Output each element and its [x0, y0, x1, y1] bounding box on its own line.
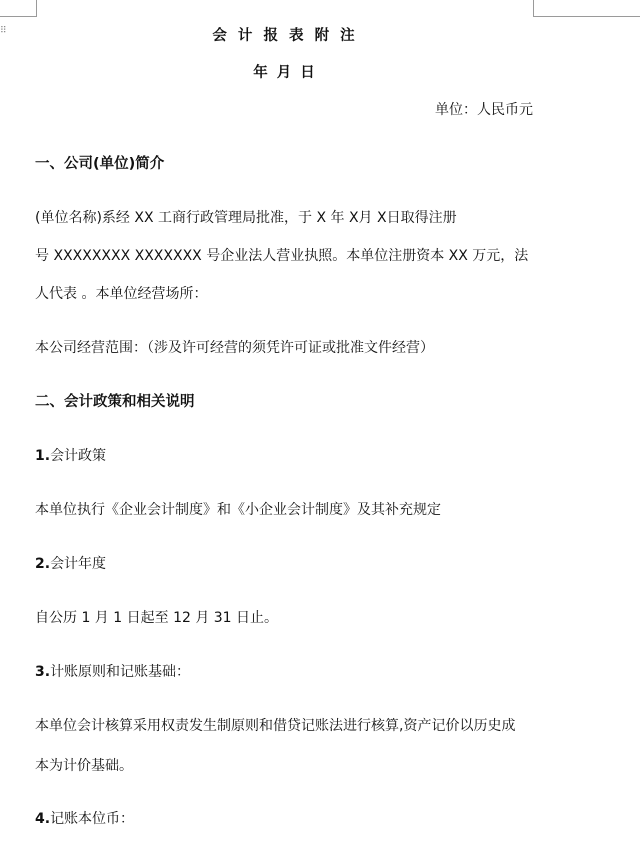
- section-heading-accounting-policies: 二、会计政策和相关说明: [35, 394, 195, 410]
- report-title: 会 计 报 表 附 注: [212, 28, 358, 44]
- item-text-accounting-basis-line: 本为计价基础。: [35, 758, 133, 774]
- item-title: 记账本位币：: [50, 811, 135, 827]
- item-heading-accounting-basis: [35, 663, 190, 681]
- item-number: 2.: [35, 556, 51, 572]
- item-title: 会计年度: [50, 556, 107, 572]
- section-heading-company-intro: 一、公司(单位)简介: [35, 156, 165, 172]
- item-heading-accounting-policy: [35, 447, 106, 465]
- left-margin-corner-mark: [0, 0, 37, 17]
- item-number: 1.: [35, 448, 51, 464]
- currency-unit: 单位：人民币元: [435, 102, 533, 118]
- item-text-accounting-basis-line: 本单位会计核算采用权责发生制原则和借贷记账法进行核算,资产记价以历史成: [35, 718, 516, 734]
- drag-handle-icon[interactable]: ⠿: [0, 26, 8, 36]
- item-heading-functional-currency: [35, 810, 134, 828]
- item-title: 会计政策: [50, 448, 107, 464]
- item-title: 计账原则和记账基础：: [50, 664, 191, 680]
- item-number: 3.: [35, 664, 51, 680]
- item-text-accounting-policy: 本单位执行《企业会计制度》和《小企业会计制度》及其补充规定: [35, 502, 441, 518]
- right-margin-corner-mark: [533, 0, 640, 17]
- intro-paragraph-line: 人代表 。本单位经营场所：: [35, 286, 208, 302]
- report-date: 年 月 日: [253, 65, 317, 81]
- intro-paragraph-line: 号 XXXXXXXX XXXXXXX 号企业法人营业执照。本单位注册资本 XX 万元，法: [35, 248, 529, 264]
- business-scope-paragraph: 本公司经营范围：（涉及许可经营的须凭许可证或批准文件经营）: [35, 340, 434, 356]
- intro-paragraph-line: (单位名称)系经 XX 工商行政管理局批准，于 X 年 X月 X日取得注册: [35, 210, 457, 226]
- item-text-fiscal-year: 自公历 1 月 1 日起至 12 月 31 日止。: [35, 610, 279, 626]
- item-number: 4.: [35, 811, 51, 827]
- item-heading-fiscal-year: [35, 555, 106, 573]
